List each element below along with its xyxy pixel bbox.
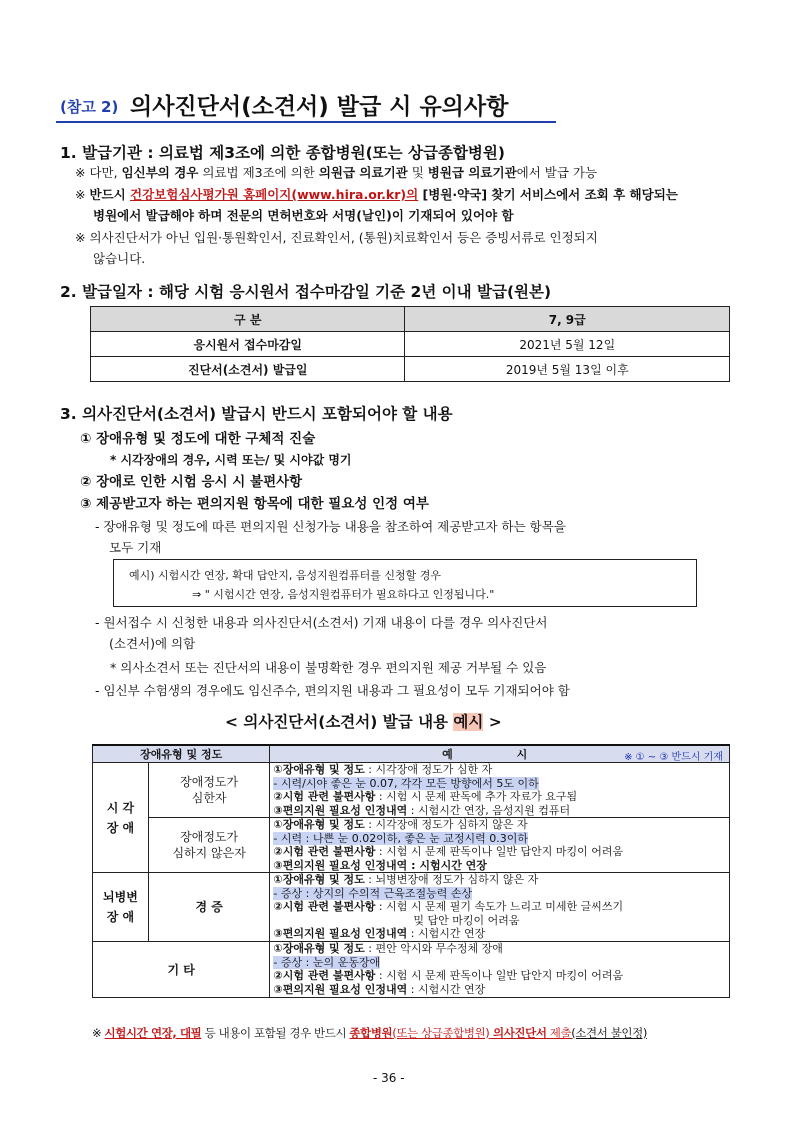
bullet-2: - 원서접수 시 신청한 내용과 의사진단서(소견서) 기재 내용이 다를 경우 의사진단서 (소견서)에 의함: [95, 615, 548, 651]
bullet-2-sub: * 의사소견서 또는 진단서의 내용이 불명확한 경우 편의지원 제공 거부될 수 있음: [110, 660, 547, 675]
title-underline: [56, 121, 556, 123]
section-2-heading: 2. 발급일자 : 해당 시험 응시원서 접수마감일 기준 2년 이내 발급(원본): [60, 283, 552, 301]
label-other: 기 타: [93, 941, 270, 997]
group-brain: 뇌병변 장 애: [93, 873, 149, 942]
table-row: 응시원서 접수마감일 2021년 5월 12일: [91, 332, 730, 357]
table-header-category: 구 분: [91, 307, 405, 332]
label-brain-mild: 경 증: [148, 873, 270, 942]
header-example: 예 시 ※ ① ~ ③ 반드시 기재: [270, 745, 730, 763]
table-row: 진단서(소견서) 발급일 2019년 5월 13일 이후: [91, 357, 730, 382]
footer-note: ※ 시험시간 연장, 대필 등 내용이 포함될 경우 반드시 종합병원(또는 상급종합병원) 의사진단서 제출(소견서 불인정): [92, 1026, 647, 1040]
example-visual-severe: ①장애유형 및 정도 : 시각장애 정도가 심한 자 - 시력/시야 좋은 눈 0.07, 각각 모든 방향에서 5도 이하 ②시험 관련 불편사항 : 시험 시 문제 판독에 추가 자료가 요구됨 ③편의지원 필요성 인정내역 : 시험시간 연장, 음성지원 컴퓨터: [270, 763, 730, 818]
example-visual-mild: ①장애유형 및 정도 : 시각장애 정도가 심하지 않은 자 - 시력 : 나쁜 눈 0.02이하, 좋은 눈 교정시력 0.3이하 ②시험 관련 불편사항 : 시험 시 문제 판독이나 일반 답안지 마킹이 어려움 ③편의지원 필요성 인정내역 : 시험시간 연장: [270, 818, 730, 873]
item-1-sub: * 시각장애의 경우, 시력 또는/ 및 시야값 명기: [110, 453, 352, 467]
label-visual-mild: 장애정도가 심하지 않은자: [148, 818, 270, 873]
reference-label: (참고 2): [60, 98, 119, 116]
bullet-1: - 장애유형 및 정도에 따른 편의지원 신청가능 내용을 참조하여 제공받고자 하는 항목을 모두 기재: [95, 519, 566, 555]
group-visual: 시 각 장 애: [93, 763, 149, 873]
item-3: ③ 제공받고자 하는 편의지원 항목에 대한 필요성 인정 여부: [80, 496, 429, 512]
example-box: 예시) 시험시간 연장, 확대 답안지, 음성지원컴퓨터를 신청할 경우 ⇒ " 시험시간 연장, 음성지원컴퓨터가 필요하다고 인정됩니다.": [113, 559, 697, 607]
item-2: ② 장애로 인한 시험 응시 시 불편사항: [80, 474, 303, 490]
table-header-grade: 7, 9급: [405, 307, 730, 332]
section-1-note-3: ※ 의사진단서가 아닌 입원·통원확인서, 진료확인서, (통원)치료확인서 등은 증빙서류로 인정되지 않습니다.: [75, 230, 598, 266]
example-other: ①장애유형 및 정도 : 편안 악시와 무수정체 장애 - 증상 : 눈의 운동장애 ②시험 관련 불편사항 : 시험 시 문제 판독이나 일반 답안지 마킹이 어려움 ③편의지원 필요성 인정내역 : 시험시간 연장: [270, 941, 730, 997]
page-title: 의사진단서(소견서) 발급 시 유의사항: [130, 94, 509, 120]
page-number: - 36 -: [373, 1071, 405, 1085]
example-table: [92, 744, 730, 998]
label-visual-severe: 장애정도가 심한자: [148, 763, 270, 818]
bullet-3: - 임신부 수험생의 경우에도 임신주수, 편의지원 내용과 그 필요성이 모두 기재되어야 함: [95, 683, 570, 698]
header-disability-type: 장애유형 및 정도: [93, 745, 270, 763]
example-brain-mild: ①장애유형 및 정도 : 뇌병변장애 정도가 심하지 않은 자 - 증상 : 상지의 수의적 근육조절능력 손상 ②시험 관련 불편사항 : 시험 시 문제 필기 속도가 느리고 미세한 글씨쓰기 및 답안 마킹이 어려움 ③편의지원 필요성 인정내역 : 시험시간 연장: [270, 873, 730, 942]
section-1-note-1: ※ 다만, 임신부의 경우 의료법 제3조에 의한 의원급 의료기관 및 병원급 의료기관에서 발급 가능: [75, 165, 598, 180]
section-1-note-2: ※ 반드시 건강보험심사평가원 홈페이지(www.hira.or.kr)의 [병원·약국] 찾기 서비스에서 조회 후 해당되는 병원에서 발급해야 하며 전문의 면허번호와 서명(날인)이 기재되어 있어야 함: [75, 187, 678, 223]
item-1: ① 장애유형 및 정도에 대한 구체적 진술: [80, 431, 316, 447]
issue-date-table: [90, 306, 730, 382]
section-3-heading: 3. 의사진단서(소견서) 발급시 반드시 포함되어야 할 내용: [60, 405, 453, 423]
example-table-title: < 의사진단서(소견서) 발급 내용 예시 >: [225, 713, 502, 731]
section-1-heading: 1. 발급기관 : 의료법 제3조에 의한 종합병원(또는 상급종합병원): [60, 144, 505, 162]
